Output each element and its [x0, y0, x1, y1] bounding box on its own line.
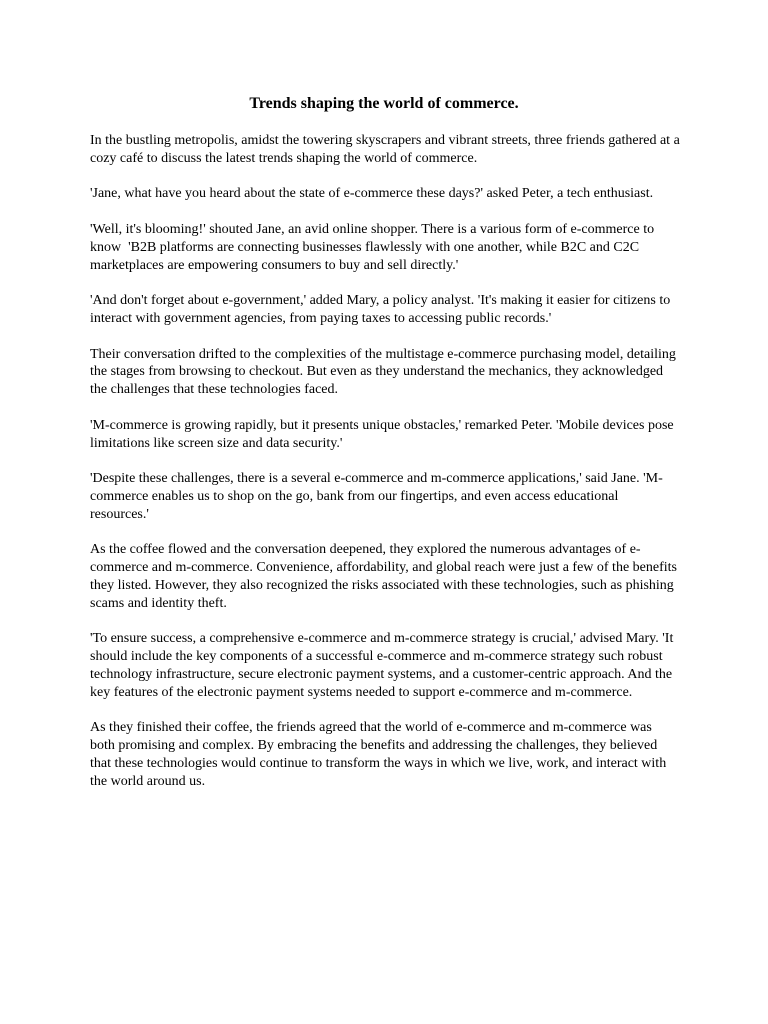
paragraph-4: 'And don't forget about e-government,' added Mary, a policy analyst. 'It's making it easier for citizens to interact with government agencies, from paying taxes to accessing public records.' — [90, 293, 674, 326]
paragraph-10: As they finished their coffee, the friends agreed that the world of e-commerce and m-commerce was both promising and complex. By embracing the benefits and addressing the challenges, they believed that these technologies would continue to transform the ways in which we live, work, and interact with the world around us. — [90, 720, 670, 789]
paragraph-8: As the coffee flowed and the conversation deepened, they explored the numerous advantages of e-commerce and m-commerce. Convenience, affordability, and global reach were just a few of the benefits they listed. However, they also recognized the risks associated with these technologies, such as phishing scams and identity theft. — [90, 542, 681, 611]
paragraph-5: Their conversation drifted to the complexities of the multistage e-commerce purchasing model, detailing the stages from browsing to checkout. But even as they understand the mechanics, they acknowledged the challenges that these technologies faced. — [90, 346, 680, 398]
paragraph-7: 'Despite these challenges, there is a several e-commerce and m-commerce applications,' said Jane. 'M-commerce enables us to shop on the go, bank from our fingertips, and even access educational resources.' — [90, 471, 663, 522]
paragraph-2: 'Jane, what have you heard about the state of e-commerce these days?' asked Peter, a tech enthusiast. — [90, 186, 654, 202]
paragraph-1: In the bustling metropolis, amidst the towering skyscrapers and vibrant streets, three friends gathered at a cozy café to discuss the latest trends shaping the world of commerce. — [90, 133, 684, 166]
paragraph-3: 'Well, it's blooming!' shouted Jane, an avid online shopper. There is a various form of e-commerce to know 'B2B platforms are connecting businesses flawlessly with one another, while B2C and C2C marketplaces are empowering consumers to buy and sell directly.' — [90, 221, 658, 273]
paragraph-6: 'M-commerce is growing rapidly, but it presents unique obstacles,' remarked Peter. 'Mobile devices pose limitations like screen size and data security.' — [90, 417, 678, 451]
document-title: Trends shaping the world of commerce. — [249, 95, 519, 112]
document-body — [90, 132, 684, 808]
paragraph-9: 'To ensure success, a comprehensive e-commerce and m-commerce strategy is crucial,' advised Mary. 'It should include the key components of a successful e-commerce and m-commerce strategy such robust technology infrastructure, secure electronic payment systems, and a customer-centric approach. And the key features of the electronic payment systems needed to support e-commerce and m-commerce. — [90, 631, 677, 700]
